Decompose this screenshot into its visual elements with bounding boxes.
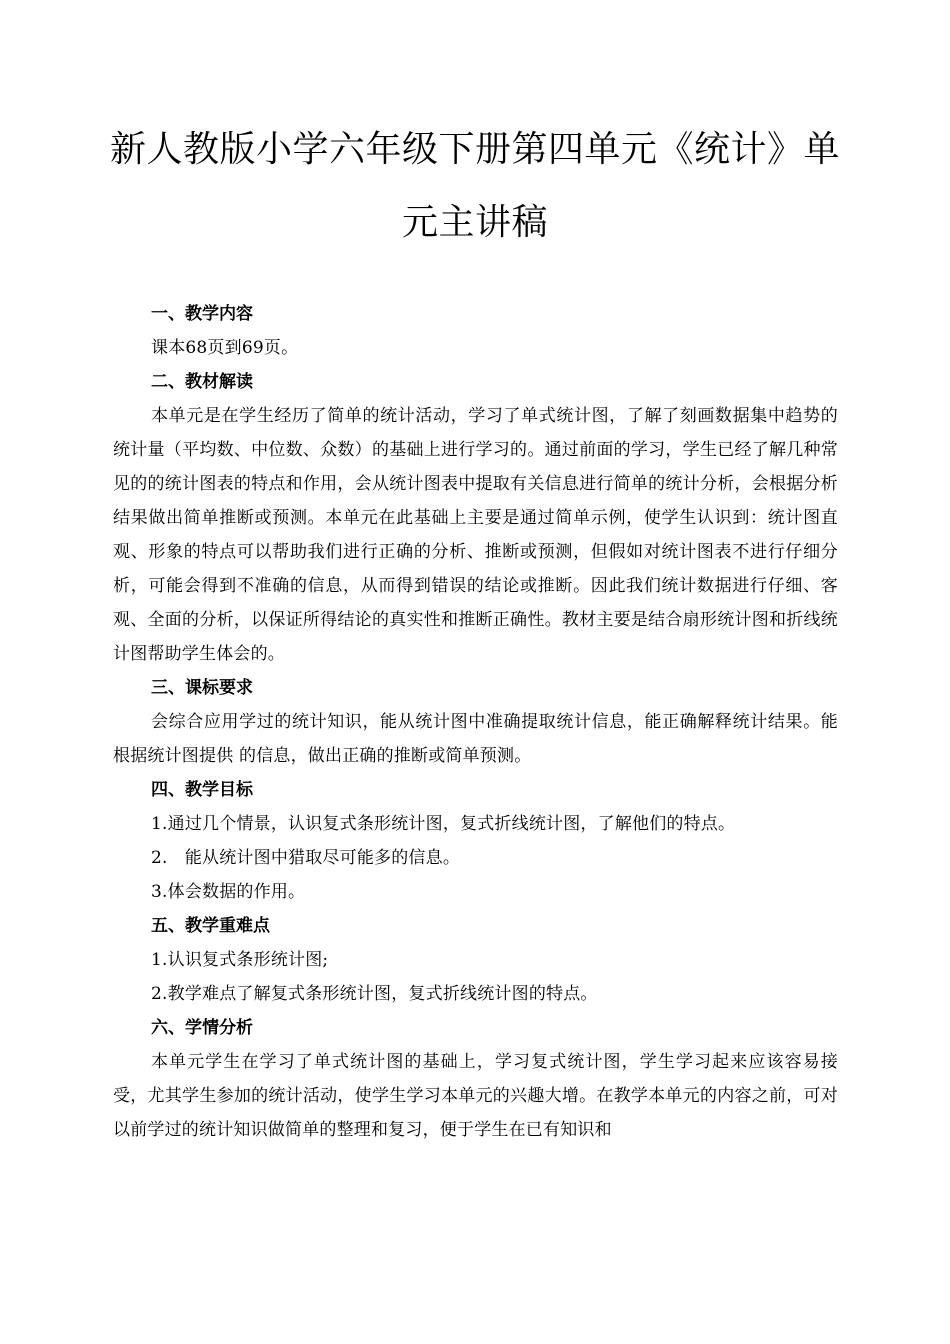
section-heading-curriculum-requirements: 三、课标要求 bbox=[151, 678, 253, 698]
section-paragraph: 本单元学生在学习了单式统计图的基础上，学习复式统计图，学生学习起来应该容易接受，尤其学生参加的统计活动，使学生学习本单元的兴趣大增。在教学本单元的内容之前，可对以前学过的统计知识做简单的整理和复习，便于学生在已有知识和 bbox=[113, 1052, 838, 1140]
section-paragraph: 本单元是在学生经历了简单的统计活动，学习了单式统计图，了解了刻画数据集中趋势的统计量（平均数、中位数、众数）的基础上进行学习的。通过前面的学习，学生已经了解几种常见的的统计图表的特点和作用，会从统计图表中提取有关信息进行简单的统计分析，会根据分析结果做出简单推断或预测。本单元在此基础上主要是通过简单示例，使学生认识到：统计图直观、形象的特点可以帮助我们进行正确的分析、推断或预测，但假如对统计图表不进行仔细分析，可能会得到不准确的信息，从而得到错误的结论或推断。因此我们统计数据进行仔细、客观、全面的分析，以保证所得结论的真实性和推断正确性。教材主要是结合扇形统计图和折线统计图帮助学生体会的。 bbox=[113, 406, 838, 664]
section-list-item: 3.体会数据的作用。 bbox=[151, 882, 306, 902]
section-list-item: 2. 能从统计图中猎取尽可能多的信息。 bbox=[151, 848, 461, 868]
document-title-line-1: 新人教版小学六年级下册第四单元《统计》单 bbox=[110, 129, 841, 170]
section-list-item: 2.教学难点了解复式条形统计图，复式折线统计图的特点。 bbox=[151, 984, 598, 1004]
section-paragraph: 会综合应用学过的统计知识，能从统计图中准确提取统计信息，能正确解释统计结果。能根据统计图提供 的信息，做出正确的推断或简单预测。 bbox=[113, 712, 838, 766]
section-heading-teaching-content: 一、教学内容 bbox=[151, 304, 253, 324]
section-heading-textbook-reading: 二、教材解读 bbox=[151, 372, 253, 392]
section-heading-student-analysis: 六、学情分析 bbox=[151, 1018, 253, 1038]
section-list-item: 1.认识复式条形统计图; bbox=[151, 950, 329, 970]
document-title-line-2: 元主讲稿 bbox=[401, 202, 548, 243]
document-body bbox=[113, 297, 838, 1147]
section-paragraph: 课本68页到69页。 bbox=[151, 338, 299, 358]
section-heading-teaching-goals: 四、教学目标 bbox=[151, 780, 253, 800]
section-list-item: 1.通过几个情景，认识复式条形统计图，复式折线统计图，了解他们的特点。 bbox=[151, 814, 736, 834]
section-heading-key-difficulties: 五、教学重难点 bbox=[151, 916, 270, 936]
